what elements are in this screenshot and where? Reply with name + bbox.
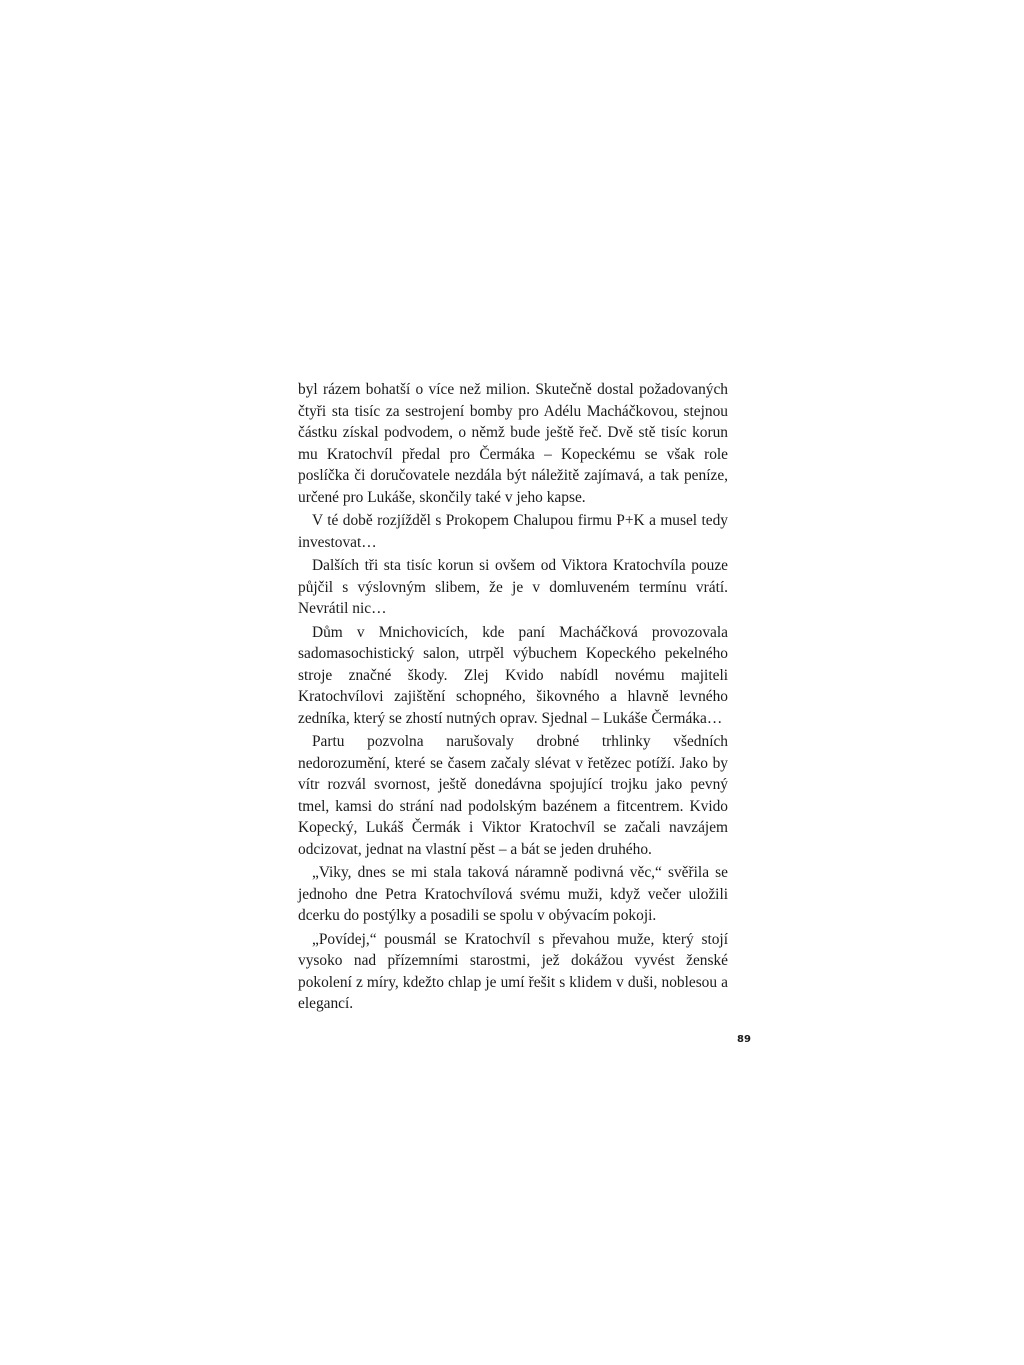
paragraph-2: V té době rozjížděl s Prokopem Chalupou firmu P+K a musel tedy investovat… [298, 512, 728, 551]
paragraph-1: byl rázem bohatší o více než milion. Skutečně dostal požadovaných čtyři sta tisíc za sestrojení bomby pro Adélu Macháčkovou, stejnou částku získal podvodem, o němž bude ještě řeč. Dvě stě tisíc korun mu Kratochvíl předal pro Čermáka – Kopeckému se však role poslíčka či doručovatele nezdála být náležitě zajímavá, a tak peníze, určené pro Lukáše, skončily také v jeho kapse. [298, 381, 728, 506]
paragraph-4: Dům v Mnichovicích, kde paní Macháčková provozovala sadomasochistický salon, utrpěl výbuchem Kopeckého pekelného stroje značné škody. Zlej Kvido nabídl novému majiteli Kratochvílovi zajištění schopného, šikovného a hlavně levného zedníka, který se zhostí nutných oprav. Sjednal – Lukáše Čermáka… [298, 623, 728, 727]
paragraph-6: „Viky, dnes se mi stala taková náramně podivná věc,“ svěřila se jednoho dne Petra Kratochvílová svému muži, když večer uložili dcerku do postýlky a posadili se spolu v obývacím pokoji. [298, 864, 728, 924]
paragraph-5: Partu pozvolna narušovaly drobné trhlinky všedních nedorozumění, které se časem začaly slévat v řetězec potíží. Jako by vítr rozvál svornost, ještě donedávna spojující trojku jako pevný tmel, kamsi do strání nad podolským bazénem a fitcentrem. Kvido Kopecký, Lukáš Čermák i Viktor Kratochvíl se začali navzájem odcizovat, jednat na vlastní pěst – a bát se jeden druhého. [298, 733, 728, 858]
paragraph-3: Dalších tři sta tisíc korun si ovšem od Viktora Kratochvíla pouze půjčil s výslovným slibem, že je v domluveném termínu vrátí. Nevrátil nic… [298, 557, 728, 617]
page-number: 89 [737, 1034, 751, 1045]
paragraph-7: „Povídej,“ pousmál se Kratochvíl s převahou muže, který stojí vysoko nad přízemními starostmi, jež dokážou vyvést ženské pokolení z míry, kdežto chlap je umí řešit s klidem v duši, noblesou a elegancí. [298, 930, 728, 1012]
body-text [298, 379, 728, 1017]
